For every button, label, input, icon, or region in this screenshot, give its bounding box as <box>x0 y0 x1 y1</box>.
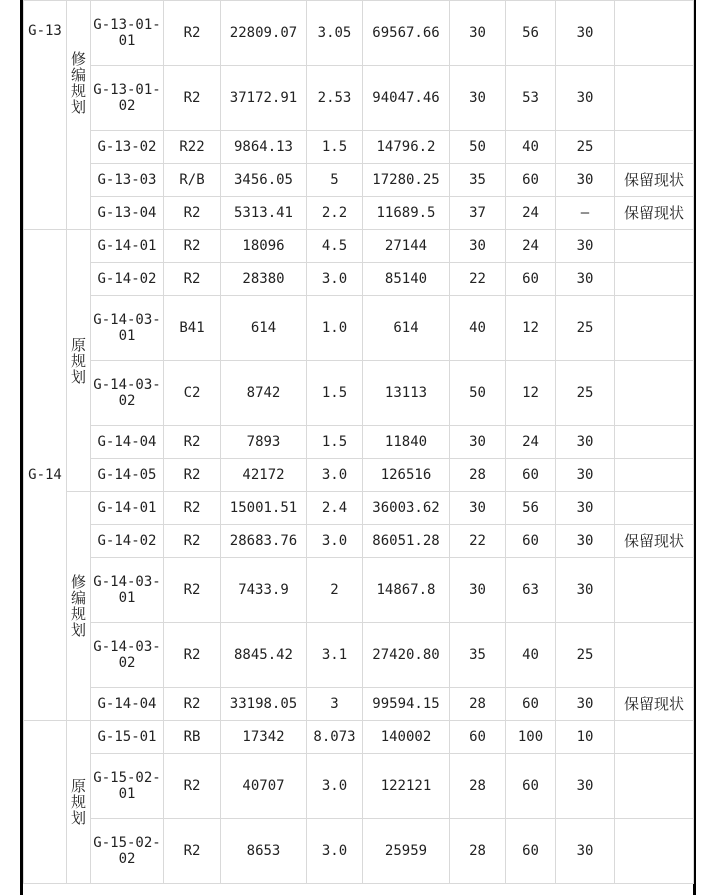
land-type-cell: R2 <box>164 754 221 819</box>
green-ratio-cell: 30 <box>556 66 615 131</box>
height-limit-cell: 24 <box>506 230 556 263</box>
plot-id-line: G-15-02- <box>93 770 161 786</box>
table-row <box>24 1 694 66</box>
green-ratio-cell: 30 <box>556 164 615 197</box>
plot-id-line: 02 <box>118 98 136 114</box>
height-limit-cell: 56 <box>506 1 556 66</box>
remark-cell <box>615 426 694 459</box>
plot-id-line: G-14-01 <box>97 500 157 516</box>
plot-ratio-cell: 1.5 <box>307 426 363 459</box>
table-row <box>24 197 694 230</box>
plot-id-cell <box>91 459 164 492</box>
table-row <box>24 131 694 164</box>
land-type-cell: RB <box>164 721 221 754</box>
floor-area-cell: 27144 <box>363 230 450 263</box>
plot-id-cell <box>91 131 164 164</box>
building-density-cell: 30 <box>450 558 506 623</box>
table-row <box>24 459 694 492</box>
stage-char: 编 <box>70 66 86 84</box>
building-density-cell: 50 <box>450 131 506 164</box>
plot-id-cell <box>91 558 164 623</box>
green-ratio-cell: 30 <box>556 263 615 296</box>
plot-ratio-cell: 3.0 <box>307 819 363 884</box>
remark-cell <box>615 263 694 296</box>
remark-cell <box>615 819 694 884</box>
plot-id-line: 02 <box>118 851 136 867</box>
green-ratio-cell: 30 <box>556 1 615 66</box>
green-ratio-cell: 25 <box>556 131 615 164</box>
land-type-cell: C2 <box>164 361 221 426</box>
table-row <box>24 558 694 623</box>
floor-area-cell: 14867.8 <box>363 558 450 623</box>
plot-ratio-cell: 5 <box>307 164 363 197</box>
building-density-cell: 40 <box>450 296 506 361</box>
green-ratio-cell: 25 <box>556 623 615 688</box>
plot-id-cell <box>91 1 164 66</box>
land-type-cell: R2 <box>164 197 221 230</box>
table-row <box>24 819 694 884</box>
height-limit-cell: 56 <box>506 492 556 525</box>
table-row <box>24 525 694 558</box>
building-density-cell: 30 <box>450 492 506 525</box>
table-row <box>24 754 694 819</box>
stage-char: 规 <box>70 82 86 100</box>
stage-char: 规 <box>70 793 86 811</box>
land-area-cell: 40707 <box>221 754 307 819</box>
planning-stage-cell <box>67 230 91 492</box>
floor-area-cell: 17280.25 <box>363 164 450 197</box>
land-area-cell: 33198.05 <box>221 688 307 721</box>
plot-id-cell <box>91 230 164 263</box>
plot-id-line: 01 <box>118 328 136 344</box>
plot-id-line: G-14-04 <box>97 434 157 450</box>
plot-id-cell <box>91 361 164 426</box>
table-row <box>24 263 694 296</box>
land-use-table <box>23 0 694 884</box>
land-area-cell: 42172 <box>221 459 307 492</box>
stage-char: 原 <box>70 335 86 354</box>
plot-id-line: 01 <box>118 33 136 49</box>
plot-ratio-cell: 3.1 <box>307 623 363 688</box>
stage-char: 修 <box>70 573 86 591</box>
height-limit-cell: 60 <box>506 263 556 296</box>
land-type-cell: R2 <box>164 66 221 131</box>
height-limit-cell: 60 <box>506 459 556 492</box>
height-limit-cell: 60 <box>506 819 556 884</box>
plot-id-cell <box>91 688 164 721</box>
group-id-cell <box>24 721 67 884</box>
floor-area-cell: 14796.2 <box>363 131 450 164</box>
plot-id-line: G-14-02 <box>97 533 157 549</box>
stage-char: 规 <box>70 605 86 623</box>
plot-id-line: G-15-02- <box>93 835 161 851</box>
land-area-cell: 7893 <box>221 426 307 459</box>
land-type-cell: R2 <box>164 263 221 296</box>
plot-id-line: G-14-02 <box>97 271 157 287</box>
land-area-cell: 9864.13 <box>221 131 307 164</box>
green-ratio-cell: 30 <box>556 426 615 459</box>
land-area-cell: 5313.41 <box>221 197 307 230</box>
floor-area-cell: 122121 <box>363 754 450 819</box>
green-ratio-cell: 25 <box>556 361 615 426</box>
remark-cell <box>615 754 694 819</box>
floor-area-cell: 25959 <box>363 819 450 884</box>
height-limit-cell: 60 <box>506 525 556 558</box>
plot-id-cell <box>91 623 164 688</box>
land-type-cell: R22 <box>164 131 221 164</box>
stage-char: 划 <box>70 809 86 827</box>
plot-ratio-cell: 1.5 <box>307 361 363 426</box>
table-row <box>24 66 694 131</box>
green-ratio-cell: 30 <box>556 492 615 525</box>
height-limit-cell: 24 <box>506 426 556 459</box>
plot-id-line: 02 <box>118 393 136 409</box>
plot-ratio-cell: 2.53 <box>307 66 363 131</box>
remark-cell <box>615 230 694 263</box>
plot-ratio-cell: 3.0 <box>307 263 363 296</box>
plot-id-line: G-13-01- <box>93 82 161 98</box>
land-area-cell: 28683.76 <box>221 525 307 558</box>
building-density-cell: 28 <box>450 819 506 884</box>
building-density-cell: 60 <box>450 721 506 754</box>
floor-area-cell: 69567.66 <box>363 1 450 66</box>
land-type-cell: R2 <box>164 426 221 459</box>
remark-cell <box>615 623 694 688</box>
land-area-cell: 614 <box>221 296 307 361</box>
land-type-cell: R2 <box>164 623 221 688</box>
plot-ratio-cell: 1.5 <box>307 131 363 164</box>
land-type-cell: R2 <box>164 525 221 558</box>
plot-id-line: G-14-03- <box>93 639 161 655</box>
plot-id-cell <box>91 164 164 197</box>
plot-id-line: 01 <box>118 786 136 802</box>
green-ratio-cell: 30 <box>556 688 615 721</box>
land-type-cell: R2 <box>164 230 221 263</box>
height-limit-cell: 40 <box>506 623 556 688</box>
land-area-cell: 8742 <box>221 361 307 426</box>
land-area-cell: 15001.51 <box>221 492 307 525</box>
remark-cell <box>615 459 694 492</box>
plot-id-cell <box>91 426 164 459</box>
table-row <box>24 492 694 525</box>
green-ratio-cell: 30 <box>556 525 615 558</box>
land-area-cell: 8845.42 <box>221 623 307 688</box>
building-density-cell: 50 <box>450 361 506 426</box>
remark-cell <box>615 296 694 361</box>
building-density-cell: 30 <box>450 230 506 263</box>
plot-id-line: 02 <box>118 655 136 671</box>
plot-id-cell <box>91 263 164 296</box>
floor-area-cell: 11840 <box>363 426 450 459</box>
height-limit-cell: 24 <box>506 197 556 230</box>
land-type-cell: R2 <box>164 492 221 525</box>
green-ratio-cell: — <box>556 197 615 230</box>
planning-stage-cell <box>67 721 91 884</box>
table-row <box>24 688 694 721</box>
height-limit-cell: 40 <box>506 131 556 164</box>
plot-ratio-cell: 2 <box>307 558 363 623</box>
height-limit-cell: 60 <box>506 164 556 197</box>
height-limit-cell: 60 <box>506 754 556 819</box>
green-ratio-cell: 30 <box>556 754 615 819</box>
table-row <box>24 623 694 688</box>
building-density-cell: 28 <box>450 754 506 819</box>
land-area-cell: 7433.9 <box>221 558 307 623</box>
plot-id-line: G-15-01 <box>97 729 157 745</box>
land-type-cell: R2 <box>164 459 221 492</box>
plot-ratio-cell: 2.2 <box>307 197 363 230</box>
group-id-cell: G-14 <box>24 230 67 721</box>
land-area-cell: 28380 <box>221 263 307 296</box>
remark-cell: 保留现状 <box>615 525 694 558</box>
height-limit-cell: 100 <box>506 721 556 754</box>
plot-id-line: G-14-05 <box>97 467 157 483</box>
plot-id-cell <box>91 66 164 131</box>
planning-stage-cell <box>67 1 91 230</box>
plot-ratio-cell: 3.05 <box>307 1 363 66</box>
floor-area-cell: 126516 <box>363 459 450 492</box>
stage-char: 原 <box>70 777 86 795</box>
remark-cell <box>615 721 694 754</box>
plot-id-cell <box>91 754 164 819</box>
plot-id-cell <box>91 721 164 754</box>
table-row <box>24 361 694 426</box>
plot-ratio-cell: 3.0 <box>307 459 363 492</box>
plot-ratio-cell: 8.073 <box>307 721 363 754</box>
height-limit-cell: 63 <box>506 558 556 623</box>
plot-id-cell <box>91 819 164 884</box>
plot-id-line: G-13-02 <box>97 139 157 155</box>
planning-stage-cell <box>67 492 91 721</box>
floor-area-cell: 11689.5 <box>363 197 450 230</box>
floor-area-cell: 86051.28 <box>363 525 450 558</box>
table-row <box>24 164 694 197</box>
land-type-cell: B41 <box>164 296 221 361</box>
land-type-cell: R2 <box>164 688 221 721</box>
floor-area-cell: 27420.80 <box>363 623 450 688</box>
plot-ratio-cell: 4.5 <box>307 230 363 263</box>
floor-area-cell: 85140 <box>363 263 450 296</box>
floor-area-cell: 614 <box>363 296 450 361</box>
land-type-cell: R2 <box>164 1 221 66</box>
plot-id-line: G-14-03- <box>93 312 161 328</box>
land-area-cell: 18096 <box>221 230 307 263</box>
plot-ratio-cell: 1.0 <box>307 296 363 361</box>
land-type-cell: R2 <box>164 819 221 884</box>
green-ratio-cell: 30 <box>556 230 615 263</box>
land-area-cell: 22809.07 <box>221 1 307 66</box>
table-row <box>24 426 694 459</box>
green-ratio-cell: 30 <box>556 558 615 623</box>
floor-area-cell: 13113 <box>363 361 450 426</box>
plot-ratio-cell: 3.0 <box>307 525 363 558</box>
floor-area-cell: 94047.46 <box>363 66 450 131</box>
plot-id-line: G-14-03- <box>93 574 161 590</box>
plot-ratio-cell: 2.4 <box>307 492 363 525</box>
building-density-cell: 30 <box>450 1 506 66</box>
table-row <box>24 296 694 361</box>
green-ratio-cell: 30 <box>556 459 615 492</box>
stage-char: 划 <box>70 98 86 116</box>
stage-char: 划 <box>70 621 86 639</box>
building-density-cell: 28 <box>450 688 506 721</box>
remark-cell <box>615 492 694 525</box>
height-limit-cell: 53 <box>506 66 556 131</box>
land-type-cell: R2 <box>164 558 221 623</box>
table-row <box>24 721 694 754</box>
stage-char: 规 <box>70 351 86 370</box>
stage-char: 修 <box>70 50 86 68</box>
plot-ratio-cell: 3.0 <box>307 754 363 819</box>
remark-cell <box>615 558 694 623</box>
land-area-cell: 17342 <box>221 721 307 754</box>
building-density-cell: 37 <box>450 197 506 230</box>
remark-cell: 保留现状 <box>615 688 694 721</box>
remark-cell: 保留现状 <box>615 197 694 230</box>
plot-id-cell <box>91 197 164 230</box>
plot-id-line: G-13-01- <box>93 17 161 33</box>
remark-cell <box>615 361 694 426</box>
stage-char: 编 <box>70 589 86 607</box>
land-type-cell: R/B <box>164 164 221 197</box>
remark-cell: 保留现状 <box>615 164 694 197</box>
green-ratio-cell: 25 <box>556 296 615 361</box>
building-density-cell: 28 <box>450 459 506 492</box>
stage-char: 划 <box>70 367 86 386</box>
floor-area-cell: 140002 <box>363 721 450 754</box>
land-area-cell: 8653 <box>221 819 307 884</box>
remark-cell <box>615 131 694 164</box>
building-density-cell: 35 <box>450 164 506 197</box>
table-row <box>24 230 694 263</box>
building-density-cell: 30 <box>450 66 506 131</box>
plot-id-line: 01 <box>118 590 136 606</box>
plot-id-line: G-13-04 <box>97 205 157 221</box>
building-density-cell: 35 <box>450 623 506 688</box>
plot-id-cell <box>91 492 164 525</box>
remark-cell <box>615 1 694 66</box>
land-area-cell: 3456.05 <box>221 164 307 197</box>
green-ratio-cell: 10 <box>556 721 615 754</box>
floor-area-cell: 99594.15 <box>363 688 450 721</box>
plot-id-cell <box>91 296 164 361</box>
group-id-cell: G-13 <box>24 1 67 230</box>
plot-id-line: G-13-03 <box>97 172 157 188</box>
land-area-cell: 37172.91 <box>221 66 307 131</box>
floor-area-cell: 36003.62 <box>363 492 450 525</box>
green-ratio-cell: 30 <box>556 819 615 884</box>
remark-cell <box>615 66 694 131</box>
building-density-cell: 22 <box>450 263 506 296</box>
building-density-cell: 22 <box>450 525 506 558</box>
building-density-cell: 30 <box>450 426 506 459</box>
height-limit-cell: 60 <box>506 688 556 721</box>
plot-id-line: G-14-04 <box>97 696 157 712</box>
plot-ratio-cell: 3 <box>307 688 363 721</box>
height-limit-cell: 12 <box>506 296 556 361</box>
plot-id-cell <box>91 525 164 558</box>
height-limit-cell: 12 <box>506 361 556 426</box>
plot-id-line: G-14-01 <box>97 238 157 254</box>
plot-id-line: G-14-03- <box>93 377 161 393</box>
